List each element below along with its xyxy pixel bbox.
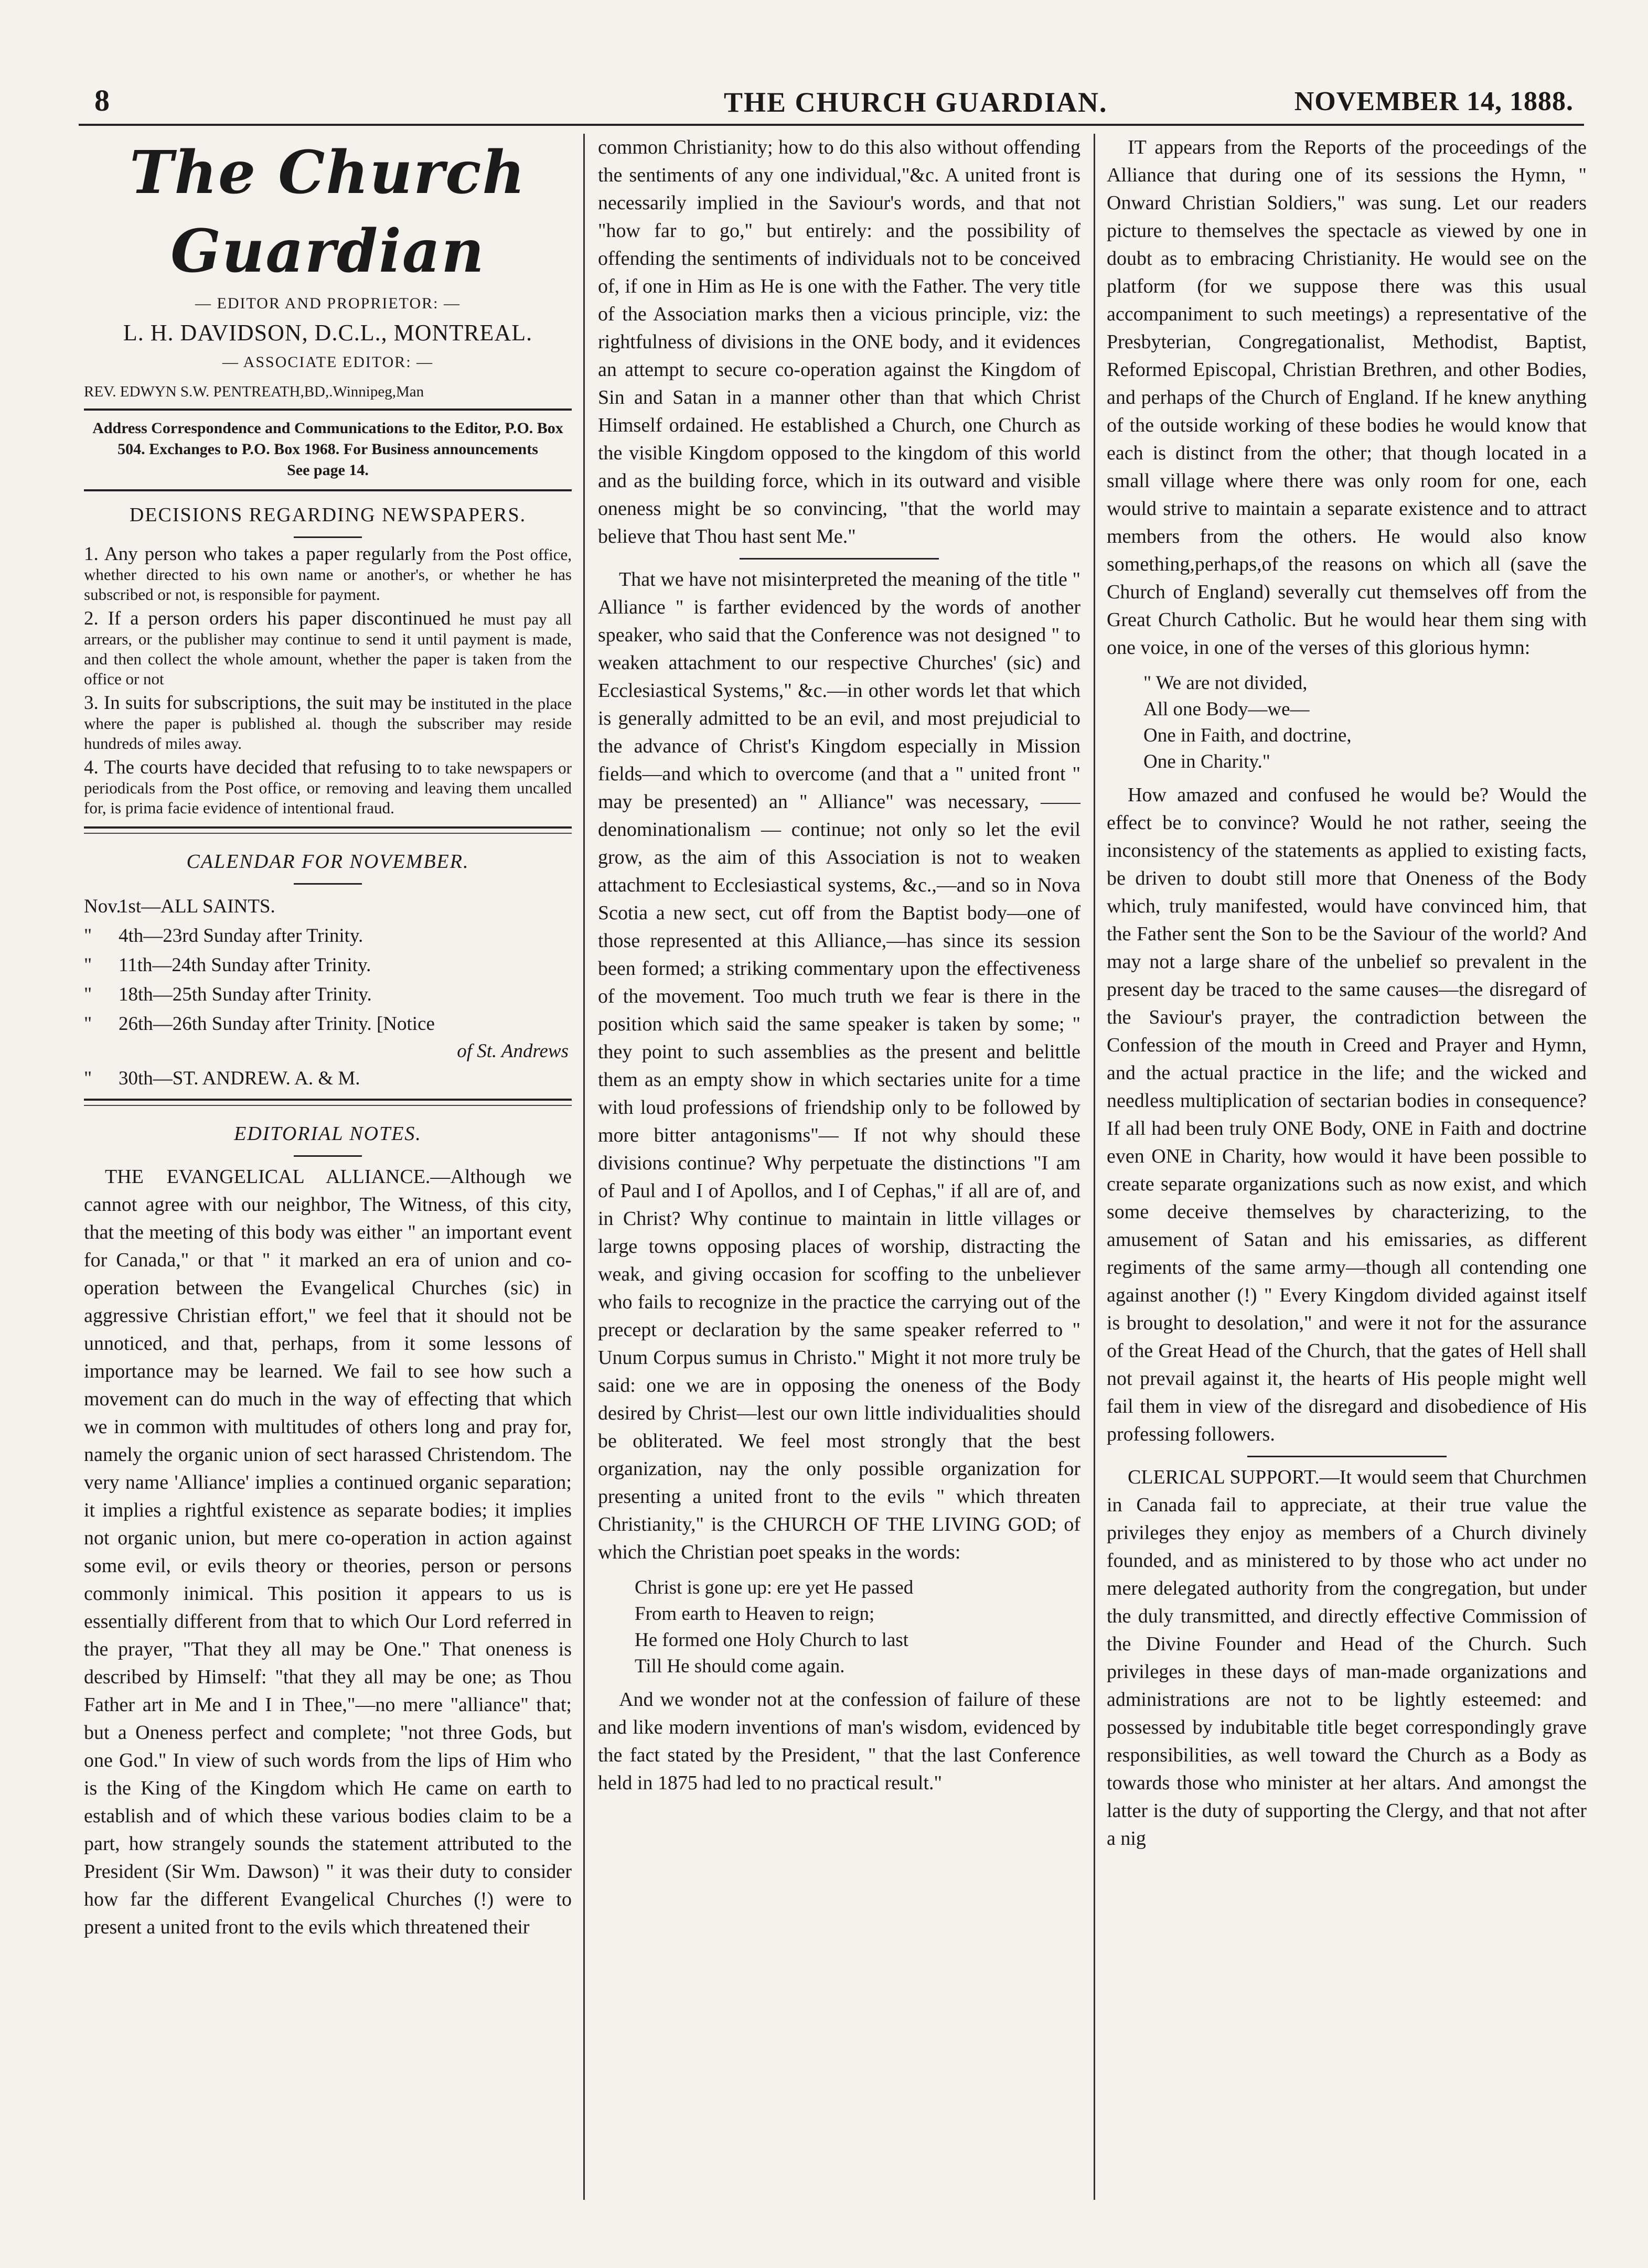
poem-line: All one Body—we— (1143, 698, 1310, 720)
paper-title: THE CHURCH GUARDIAN. (724, 87, 1108, 118)
calendar-row: " 11th—24th Sunday after Trinity. (84, 954, 371, 976)
decision-item: 3. In suits for subscriptions, the suit may be instituted in the place where the paper is published al. though the subscriber may reside hundreds of miles away. (84, 692, 572, 753)
associate-editor-name: REV. EDWYN S.W. PENTREATH,BD,.Winnipeg,Man (84, 383, 424, 400)
article-paragraph: That we have not misinterpreted the meaning of the title " Alliance " is farther evidenced by the words of another speaker, who said that the Conference was not designed " to weaken attachment to our respective Churches' (sic) and Ecclesiastical Systems," &c.—in other words let that which is generally admitted to be an evil, and most prejudicial to the advance of Christ's Kingdom especially in Mission fields—and which to overcome (and that a " united front " may be presented) an " Alliance" was necessary, —— denominationalism — continue; not only so let the evil grow, as the aim of this Association is not to weaken attachment to Ecclesiastical systems, &c.,—and so in Nova Scotia a new sect, cut off from the Baptist body—one of those represented at this Alliance,—has since its session been formed; a striking commentary upon the effectiveness of the movement. Too much truth we fear is there in the position which said the same speaker is taken by some; " they point to such assemblies as the present and belittle them as an empty show in which sectaries unite for a time with loud professions of friendship only to be followed by more bitter antagonisms"— If not why should these divisions continue? Why perpetuate the distinctions "I am of Paul and I of Apollos, and I of Cephas," if all are of, and in Christ? Why continue to maintain in little villages or large towns opposing places of worship, distracting the weak, and giving occasion for scoffing to the unbeliever who fails to recognize in the practice the carrying out of the precept or declaration by the same speaker referred to " Unum Corpus sumus in Christo." Might it not more truly be said: one we are in opposing the oneness of the Body desired by Christ—lest our own little individualities should be obliterated. We feel most strongly that the best organization, nay the only possible organization for presenting a united front to the evils " which threaten Christianity," is the CHURCH OF THE LIVING GOD; of which the Christian poet speaks in the words: (598, 568, 1080, 1563)
associate-editor-label: — ASSOCIATE EDITOR: — (222, 353, 434, 371)
editorial-body-col1 (84, 1163, 572, 1941)
hymn-quote (1107, 669, 1587, 781)
divider (84, 1099, 572, 1101)
divider (84, 1105, 572, 1106)
hymn-quote (598, 1574, 1080, 1686)
decisions-heading: DECISIONS REGARDING NEWSPAPERS. (129, 504, 527, 526)
column-3 (1107, 134, 1587, 2200)
divider (84, 826, 572, 829)
editorial-body-col2 (598, 134, 1080, 1797)
calendar-row: " 26th—26th Sunday after Trinity. [Notice (84, 1013, 435, 1035)
page-number: 8 (94, 83, 110, 117)
poem-line: He formed one Holy Church to last (635, 1629, 908, 1651)
decisions-list (84, 544, 572, 818)
poem-line: Christ is gone up: ere yet He passed (635, 1577, 914, 1598)
address-page-ref: See page 14. (287, 461, 369, 479)
decision-item: 1. Any person who takes a paper regularly from the Post office, whether directed to his own name or another's, or whether he has subscribed or not, is responsible for payment. (84, 543, 572, 604)
editorial-heading: EDITORIAL NOTES. (234, 1123, 422, 1145)
column-2 (598, 134, 1080, 2200)
address-text: Address Correspondence and Communications to the Editor, P.O. Box 504. Exchanges to P.O. Box 1968. For Business announcements (92, 420, 563, 458)
article-paragraph: CLERICAL SUPPORT.—It would seem that Churchmen in Canada fail to appreciate, at their true value the privileges they enjoy as members of a Church divinely founded, and as ministered to by those who act under no mere delegated authority from the congregation, but under the duly transmitted, and directly effective Commission of the Divine Founder and Head of the Church. Such privileges in these days of man-made organizations and administrations are not to be lightly esteemed: and possessed by indubitable title beget correspondingly grave responsibilities, as well toward the Church as a Body as towards those who minister at her altars. And amongst the latter is the duty of supporting the Clergy, and that not after a nig (1107, 1466, 1587, 1850)
calendar-heading: CALENDAR FOR NOVEMBER. (186, 851, 469, 873)
address-notice (84, 411, 572, 489)
editor-label: — EDITOR AND PROPRIETOR: — (195, 295, 461, 312)
calendar-row: Nov. 1st—ALL SAINTS. (84, 896, 275, 917)
calendar-notice: of St. Andrews (457, 1040, 569, 1062)
column-1 (84, 134, 572, 2200)
divider (84, 833, 572, 834)
calendar-row: " 4th—23rd Sunday after Trinity. (84, 925, 363, 947)
article-paragraph: common Christianity; how to do this also without offending the sentiments of any one individual,"&c. A united front is necessarily implied in the Saviour's words, and that not "how far to go," but entirely: and the possibility of offending the sentiments of individuals not to be conceived of, if one in Him as He is one with the Father. The very title of the Association marks then a vicious principle, viz: the rightfulness of divisions in the ONE body, and it evidences an attempt to secure co-operation against the Kingdom of Sin and Satan in a manner other than that which Christ Himself ordained. He established a Church, one Church as the visible Kingdom opposed to the kingdom of this world and as the building force, which in its outward and visible oneness might be so convincing, "that the world may believe that Thou hast sent Me." (598, 136, 1080, 547)
short-divider (1247, 1456, 1447, 1457)
issue-date: NOVEMBER 14, 1888. (1294, 87, 1574, 116)
short-divider (294, 883, 362, 885)
running-header (79, 79, 1584, 126)
short-divider (294, 1155, 362, 1157)
calendar-list (84, 891, 572, 1099)
poem-line: From earth to Heaven to reign; (635, 1603, 875, 1625)
article-paragraph: IT appears from the Reports of the proceedings of the Alliance that during one of its sessions the Hymn, " Onward Christian Soldiers," was sung. Let our readers picture to themselves the spectacle as viewed by one in doubt as to embracing Christianity. He would see on the platform (for we suppose there was this usual accompaniment to such meetings) a representative of the Presbyterian, Congregationalist, Methodist, Baptist, Reformed Episcopal, Christian Brethren, and other Bodies, and perhaps of the Church of England. If he knew anything of the outside working of these bodies he would know that each is distinct from the other; that though located in a small village where there was only room for one, each would strive to maintain a separate existence and to attract members from the others. He would also know something,perhaps,of the reasons on which all (save the Church of England) severally cut themselves off from the Great Church Catholic. But he would hear them sing with one voice, in one of the verses of this glorious hymn: (1107, 136, 1587, 659)
editor-name: L. H. DAVIDSON, D.C.L., MONTREAL. (123, 320, 533, 346)
article-paragraph: THE EVANGELICAL ALLIANCE.—Although we cannot agree with our neighbor, The Witness, of this city, that the meeting of this body was either " an important event for Canada," or that " it marked an era of union and co-operation between the Evangelical Churches (sic) in aggressive Christian effort," we feel that it should not be unnoticed, and that, perhaps, from it some lessons of importance may be learned. We fail to see how such a movement can do much in the way of effecting that which we in common with multitudes of others long and pray for, namely the organic union of sect harassed Christendom. The very name 'Alliance' implies a continued organic separation; it implies a rightful existence as separate bodies; it implies not organic union, but mere co-operation in action against some evil, or evils theory or theories, person or persons commonly inimical. This position it appears to us is essentially different from that to which Our Lord referred in the prayer, "That they all may be One." That oneness is described by Himself: "that they all may be one; as Thou Father art in Me and I in Thee,"—no mere "alliance" that; but a Oneness perfect and complete; "not three Gods, but one God." In view of such words from the lips of Him who is the King of the Kingdom which He came on earth to establish and of which these various bodies claim to be a part, how strangely sounds the statement attributed to the President (Sir Wm. Dawson) " it was their duty to consider how far the different Evangelical Churches (!) were to present a united front to the evils which threatened their (84, 1166, 572, 1938)
poem-line: One in Charity." (1143, 751, 1270, 772)
decision-item: 2. If a person orders his paper discontinued he must pay all arrears, or the publisher may continue to send it until payment is made, and then collect the whole amount, whether the paper is taken from the office or not (84, 608, 572, 688)
poem-line: " We are not divided, (1143, 672, 1308, 694)
poem-line: One in Faith, and doctrine, (1143, 725, 1352, 746)
column-rule (583, 134, 585, 2200)
calendar-row: " 18th—25th Sunday after Trinity. (84, 984, 372, 1005)
masthead-title: The Church Guardian (130, 138, 526, 286)
decision-item: 4. The courts have decided that refusing to to take newspapers or periodicals from the Post office, or removing and leaving them uncalled for, is prima facie evidence of intentional fraud. (84, 757, 572, 817)
poem-line: Till He should come again. (635, 1656, 845, 1677)
masthead (84, 134, 572, 491)
editorial-body-col3 (1107, 134, 1587, 1853)
article-paragraph: How amazed and confused he would be? Would the effect be to convince? Would he not rather, seeing the inconsistency of the statements as applied to existing facts, be driven to doubt still more that Oneness of the Body which, truly manifested, would have convinced him, that the Father sent the Son to be the Saviour of the world? And may not a large share of the unbelief so prevalent in the present day be traced to the same causes—the disregard of the Saviour's prayer, the contradiction between the Confession of the mouth in Creed and Prayer and Hymn, and the actual practice in the life; and the wicked and needless multiplication of sectarian bodies in consequence? If all had been truly ONE Body, ONE in Faith and doctrine even ONE in Charity, how would it have been possible to create separate organizations such as now exist, and which some deceive themselves by characterizing, to the amusement of Satan and his emissaries, as different regiments of the same army—though all contending one against another (!) " Every Kingdom divided against itself is brought to desolation," and were it not for the assurance of the Great Head of the Church, that the gates of Hell shall not prevail against it, the hearts of His people might well fail them in view of the disregard and disobedience of His professing followers. (1107, 784, 1587, 1445)
column-rule (1094, 134, 1095, 2200)
calendar-row: " 30th—ST. ANDREW. A. & M. (84, 1068, 360, 1089)
short-divider (740, 558, 939, 560)
article-paragraph: And we wonder not at the confession of failure of these and like modern inventions of man's wisdom, evidenced by the fact stated by the President, " that the last Conference held in 1875 had led to no practical result." (598, 1689, 1080, 1794)
short-divider (294, 536, 362, 538)
